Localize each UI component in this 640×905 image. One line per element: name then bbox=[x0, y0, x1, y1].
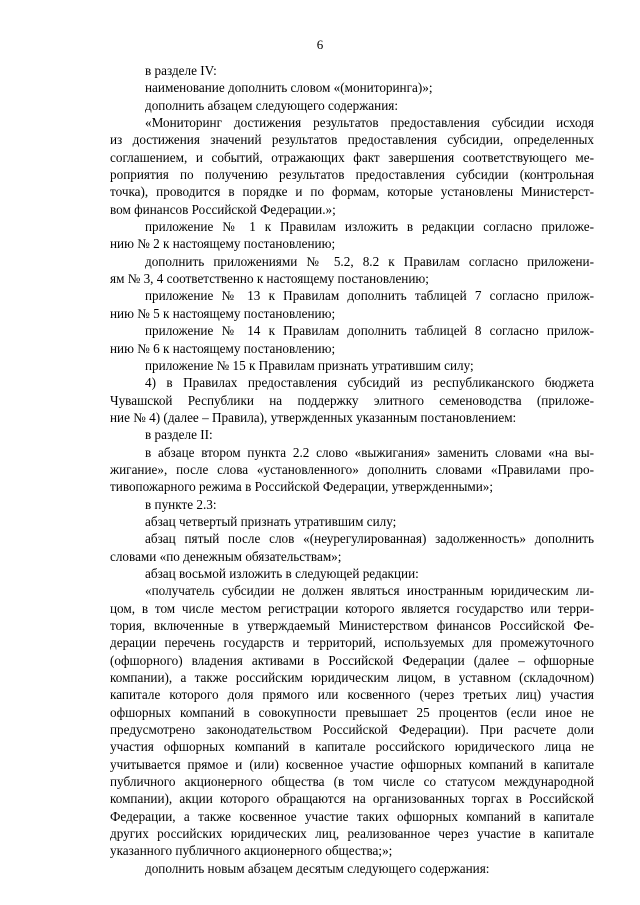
text-line: других российских юридических лиц, реализованное через участие в капитале bbox=[110, 826, 594, 842]
text-line: абзац восьмой изложить в следующей редакции: bbox=[145, 565, 419, 581]
text-line: вом финансов Российской Федерации.»; bbox=[110, 201, 336, 217]
text-line: 4) в Правилах предоставления субсидий из республиканского бюджета bbox=[145, 375, 594, 391]
text-line: дополнить приложениями № 5.2, 8.2 к Правилам согласно приложени- bbox=[145, 253, 594, 269]
text-line: соглашением, и событий, отражающих факт завершения соответствующего ме- bbox=[110, 149, 594, 165]
text-line: предусмотрено законодательством Российской Федерации). При расчете доли bbox=[110, 722, 594, 738]
text-line: словами «по денежным обязательствам»; bbox=[110, 548, 342, 564]
text-line: капитале которого доля прямого или косвенного (через третьих лиц) участия bbox=[110, 687, 594, 703]
text-line: (офшорного) владения активами в Российской Федерации (далее – офшорные bbox=[110, 652, 594, 668]
text-line: приложение № 15 к Правилам признать утратившим силу; bbox=[145, 357, 474, 373]
text-line: дерации перечень государств и территорий, используемых для промежуточного bbox=[110, 635, 594, 651]
text-line: компании), акции которого обращаются на организованных торгах в Российской bbox=[110, 791, 594, 807]
document-body bbox=[110, 62, 594, 877]
text-line: приложение № 13 к Правилам дополнить таблицей 7 согласно прилож- bbox=[145, 288, 594, 304]
text-line: тивопожарного режима в Российской Федерации, утвержденными»; bbox=[110, 479, 494, 495]
text-line: в разделе IV: bbox=[145, 63, 217, 78]
text-line: тория, включенные в утверждаемый Министерством финансов Российской Фе- bbox=[110, 618, 594, 633]
text-line: цом, в том числе местом регистрации которого является государство или терри- bbox=[110, 600, 594, 616]
text-line: ям № 3, 4 соответственно к настоящему постановлению; bbox=[110, 271, 429, 287]
page-number: 6 bbox=[316, 37, 324, 52]
text-line: наименование дополнить словом «(мониторинга)»; bbox=[145, 80, 433, 96]
text-line: офшорных компаний в совокупности превышает 25 процентов (если иное не bbox=[110, 704, 594, 720]
text-line: ние № 4) (далее – Правила), утвержденных указанным постановлением: bbox=[110, 409, 517, 425]
text-line: жигание», после слова «установленного» дополнить словами «Правилами про- bbox=[110, 461, 594, 477]
text-line: «получатель субсидии не должен являться иностранным юридическим ли- bbox=[145, 583, 594, 599]
text-line: публичного акционерного общества (в том числе со статусом международной bbox=[110, 774, 594, 790]
text-line: дополнить абзацем следующего содержания: bbox=[145, 97, 399, 113]
text-line: приложение № 14 к Правилам дополнить таблицей 8 согласно прилож- bbox=[145, 323, 594, 339]
text-line: в пункте 2.3: bbox=[145, 496, 217, 512]
text-line: дополнить новым абзацем десятым следующего содержания: bbox=[145, 860, 490, 876]
text-line: из достижения значений результатов предоставления субсидии, определенных bbox=[110, 132, 594, 148]
text-line: нию № 6 к настоящему постановлению; bbox=[110, 340, 336, 356]
text-line: нию № 2 к настоящему постановлению; bbox=[110, 236, 336, 252]
text-line: абзац четвертый признать утратившим силу; bbox=[145, 513, 397, 529]
text-line: «Мониторинг достижения результатов предоставления субсидии исходя bbox=[145, 115, 594, 131]
text-line: учитывается прямое и (или) косвенное участие офшорных компаний в капитале bbox=[110, 756, 594, 772]
text-line: роприятия по получению результатов предоставления субсидии (контрольная bbox=[110, 167, 594, 183]
text-line: абзац пятый после слов «(неурегулированная) задолженность» дополнить bbox=[145, 531, 594, 547]
text-line: Чувашской Республики на поддержку элитного семеноводства (приложе- bbox=[110, 392, 594, 408]
text-line: участия офшорных компаний в капитале российского юридического лица не bbox=[110, 739, 594, 755]
text-line: в абзаце втором пункта 2.2 слово «выжигания» заменить словами «на вы- bbox=[145, 444, 594, 460]
text-line: Федерации, а также косвенное участие таких офшорных компаний в капитале bbox=[110, 808, 594, 824]
text-line: указанного публичного акционерного общества;»; bbox=[110, 843, 393, 859]
text-line: приложение № 1 к Правилам изложить в редакции согласно приложе- bbox=[145, 219, 594, 235]
text-line: компании), а также российским юридическим лицом, в уставном (складочном) bbox=[110, 670, 594, 686]
text-line: в разделе II: bbox=[145, 427, 213, 443]
text-line: нию № 5 к настоящему постановлению; bbox=[110, 305, 336, 321]
text-line: точка), проводится в порядке и по формам, которые установлены Министерст- bbox=[110, 184, 594, 200]
